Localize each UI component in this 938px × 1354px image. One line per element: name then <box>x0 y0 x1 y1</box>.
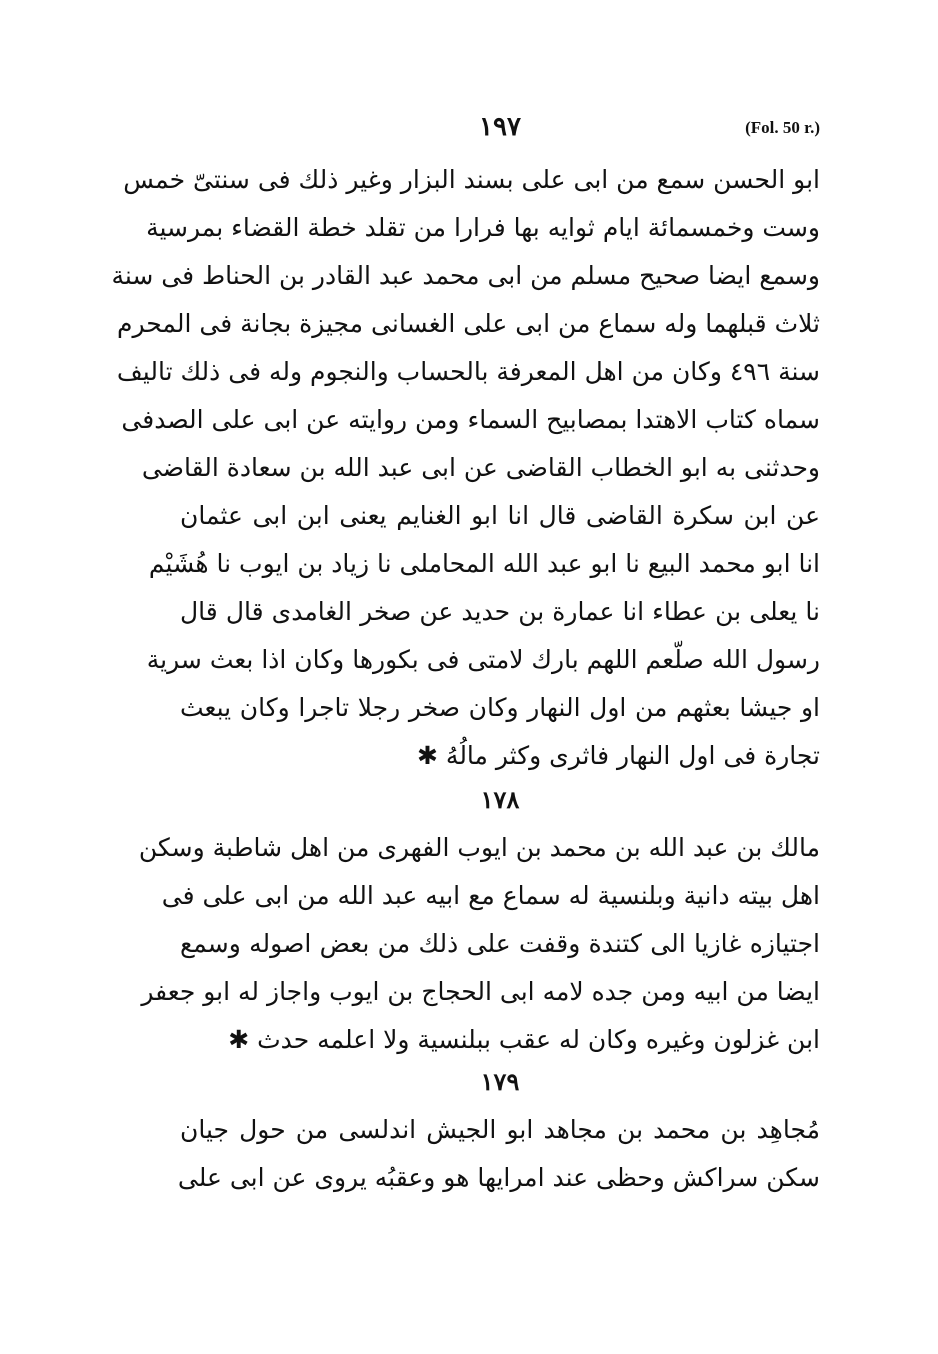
text-line: سماه كتاب الاهتدا بمصابيح السماء ومن روايته عن ابى على الصدفى <box>121 405 820 434</box>
entry-number: ١٧٩ <box>480 1067 520 1096</box>
folio-reference: (Fol. 50 r.) <box>745 118 820 137</box>
text-line: وست وخمسمائة ايام ثوايه بها فرارا من تقلد خطة القضاء بمرسية <box>146 213 820 242</box>
text-line: مُجاهِد بن محمد بن مجاهد ابو الجيش اندلسى من حول جيان <box>180 1115 820 1144</box>
text-line: رسول الله صلّعم اللهم بارك لامتى فى بكورها وكان اذا بعث سرية <box>146 645 820 674</box>
text-line: ايضا من ابيه ومن جده لامه ابى الحجاج بن ايوب واجاز له ابو جعفر <box>141 977 820 1006</box>
text-line: تجارة فى اول النهار فاثرى وكثر مالُهُ ✱ <box>417 741 820 770</box>
text-line: سنة ٤٩٦ وكان من اهل المعرفة بالحساب والنجوم وله فى ذلك تاليف <box>116 357 820 386</box>
page-header <box>180 112 820 148</box>
entry-continuation <box>111 156 820 780</box>
text-line: وحدثنى به ابو الخطاب القاضى عن ابى عبد الله بن سعادة القاضى <box>141 453 820 482</box>
text-line: او جيشا بعثهم من اول النهار وكان صخر رجلا تاجرا وكان يبعث <box>180 693 820 722</box>
text-line: وسمع ايضا صحيح مسلم من ابى محمد عبد القادر بن الحناط فى سنة <box>111 261 820 290</box>
text-line: انا ابو محمد البيع نا ابو عبد الله المحاملى نا زياد بن ايوب نا هُشَيْم <box>148 549 820 578</box>
text-line: ثلاث قبلهما وله سماع من ابى على الغسانى مجيزة بجانة فى المحرم <box>116 309 820 338</box>
text-line: سكن سراكش وحظى عند امرايها هو وعقبُه يروى عن ابى على <box>177 1163 820 1192</box>
text-line: اجتيازه غازيا الى كتندة وقفت على ذلك من بعض اصوله وسمع <box>180 929 820 958</box>
text-line: ابن غزلون وغيره وكان له عقب ببلنسية ولا اعلمه حدث ✱ <box>228 1025 820 1054</box>
text-line: اهل بيته دانية وبلنسية له سماع مع ابيه عبد الله من ابى على فى <box>161 881 820 910</box>
text-line: ابو الحسن سمع من ابى على بسند البزار وغير ذلك فى سنتىّ خمس <box>123 165 820 194</box>
entry-number: ١٧٨ <box>480 785 520 814</box>
text-line: عن ابن سكرة القاضى قال انا ابو الغنايم يعنى ابن ابى عثمان <box>180 501 820 530</box>
text-line: مالك بن عبد الله بن محمد بن ايوب الفهرى من اهل شاطبة وسكن <box>138 833 820 862</box>
text-line: نا يعلى بن عطاء انا عمارة بن حديد عن صخر الغامدى قال قال <box>180 597 820 626</box>
entry-178 <box>138 824 820 1064</box>
page-number: ١٩٧ <box>479 112 521 142</box>
entry-179 <box>177 1106 820 1202</box>
